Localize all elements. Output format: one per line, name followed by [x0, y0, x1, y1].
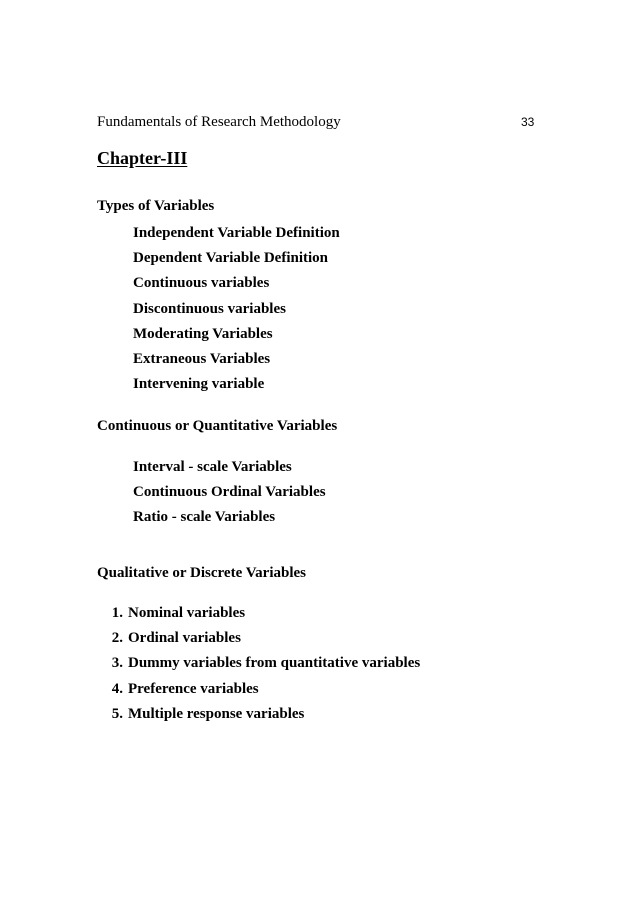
list-label: Preference variables	[128, 680, 259, 697]
running-header: Fundamentals of Research Methodology	[97, 114, 341, 130]
list-item: Interval - scale Variables	[133, 459, 292, 475]
list-number: 4.	[111, 680, 123, 697]
list-item: Continuous Ordinal Variables	[133, 484, 326, 501]
list-item: Independent Variable Definition	[133, 225, 340, 241]
qualitative-variables-heading: Qualitative or Discrete Variables	[97, 565, 307, 581]
list-item: Continuous variables	[133, 275, 270, 292]
page-number: 33	[521, 115, 535, 129]
continuous-variables-list	[133, 455, 326, 531]
list-item	[105, 626, 420, 651]
list-item: Ratio - scale Variables	[133, 509, 276, 526]
chapter-title: Chapter-III	[97, 148, 188, 168]
list-number: 2.	[111, 630, 123, 647]
list-item	[105, 702, 420, 727]
list-number: 5.	[111, 705, 123, 722]
list-item	[105, 601, 420, 626]
list-number: 3.	[111, 655, 123, 672]
list-item: Discontinuous variables	[133, 300, 286, 317]
list-item: Moderating Variables	[133, 325, 273, 342]
qualitative-variables-list	[105, 601, 420, 727]
list-item	[105, 677, 420, 702]
list-item: Dependent Variable Definition	[133, 250, 329, 267]
list-item	[105, 651, 420, 676]
list-item: Extraneous Variables	[133, 350, 271, 367]
list-label: Multiple response variables	[128, 705, 305, 722]
types-of-variables-list	[133, 221, 340, 397]
types-of-variables-heading: Types of Variables	[97, 198, 215, 214]
list-label: Dummy variables from quantitative variables	[128, 655, 421, 672]
list-label: Ordinal variables	[128, 630, 241, 647]
list-item: Intervening variable	[133, 376, 265, 393]
continuous-variables-heading: Continuous or Quantitative Variables	[97, 418, 338, 434]
list-number: 1.	[111, 605, 123, 621]
list-label: Nominal variables	[128, 605, 246, 621]
